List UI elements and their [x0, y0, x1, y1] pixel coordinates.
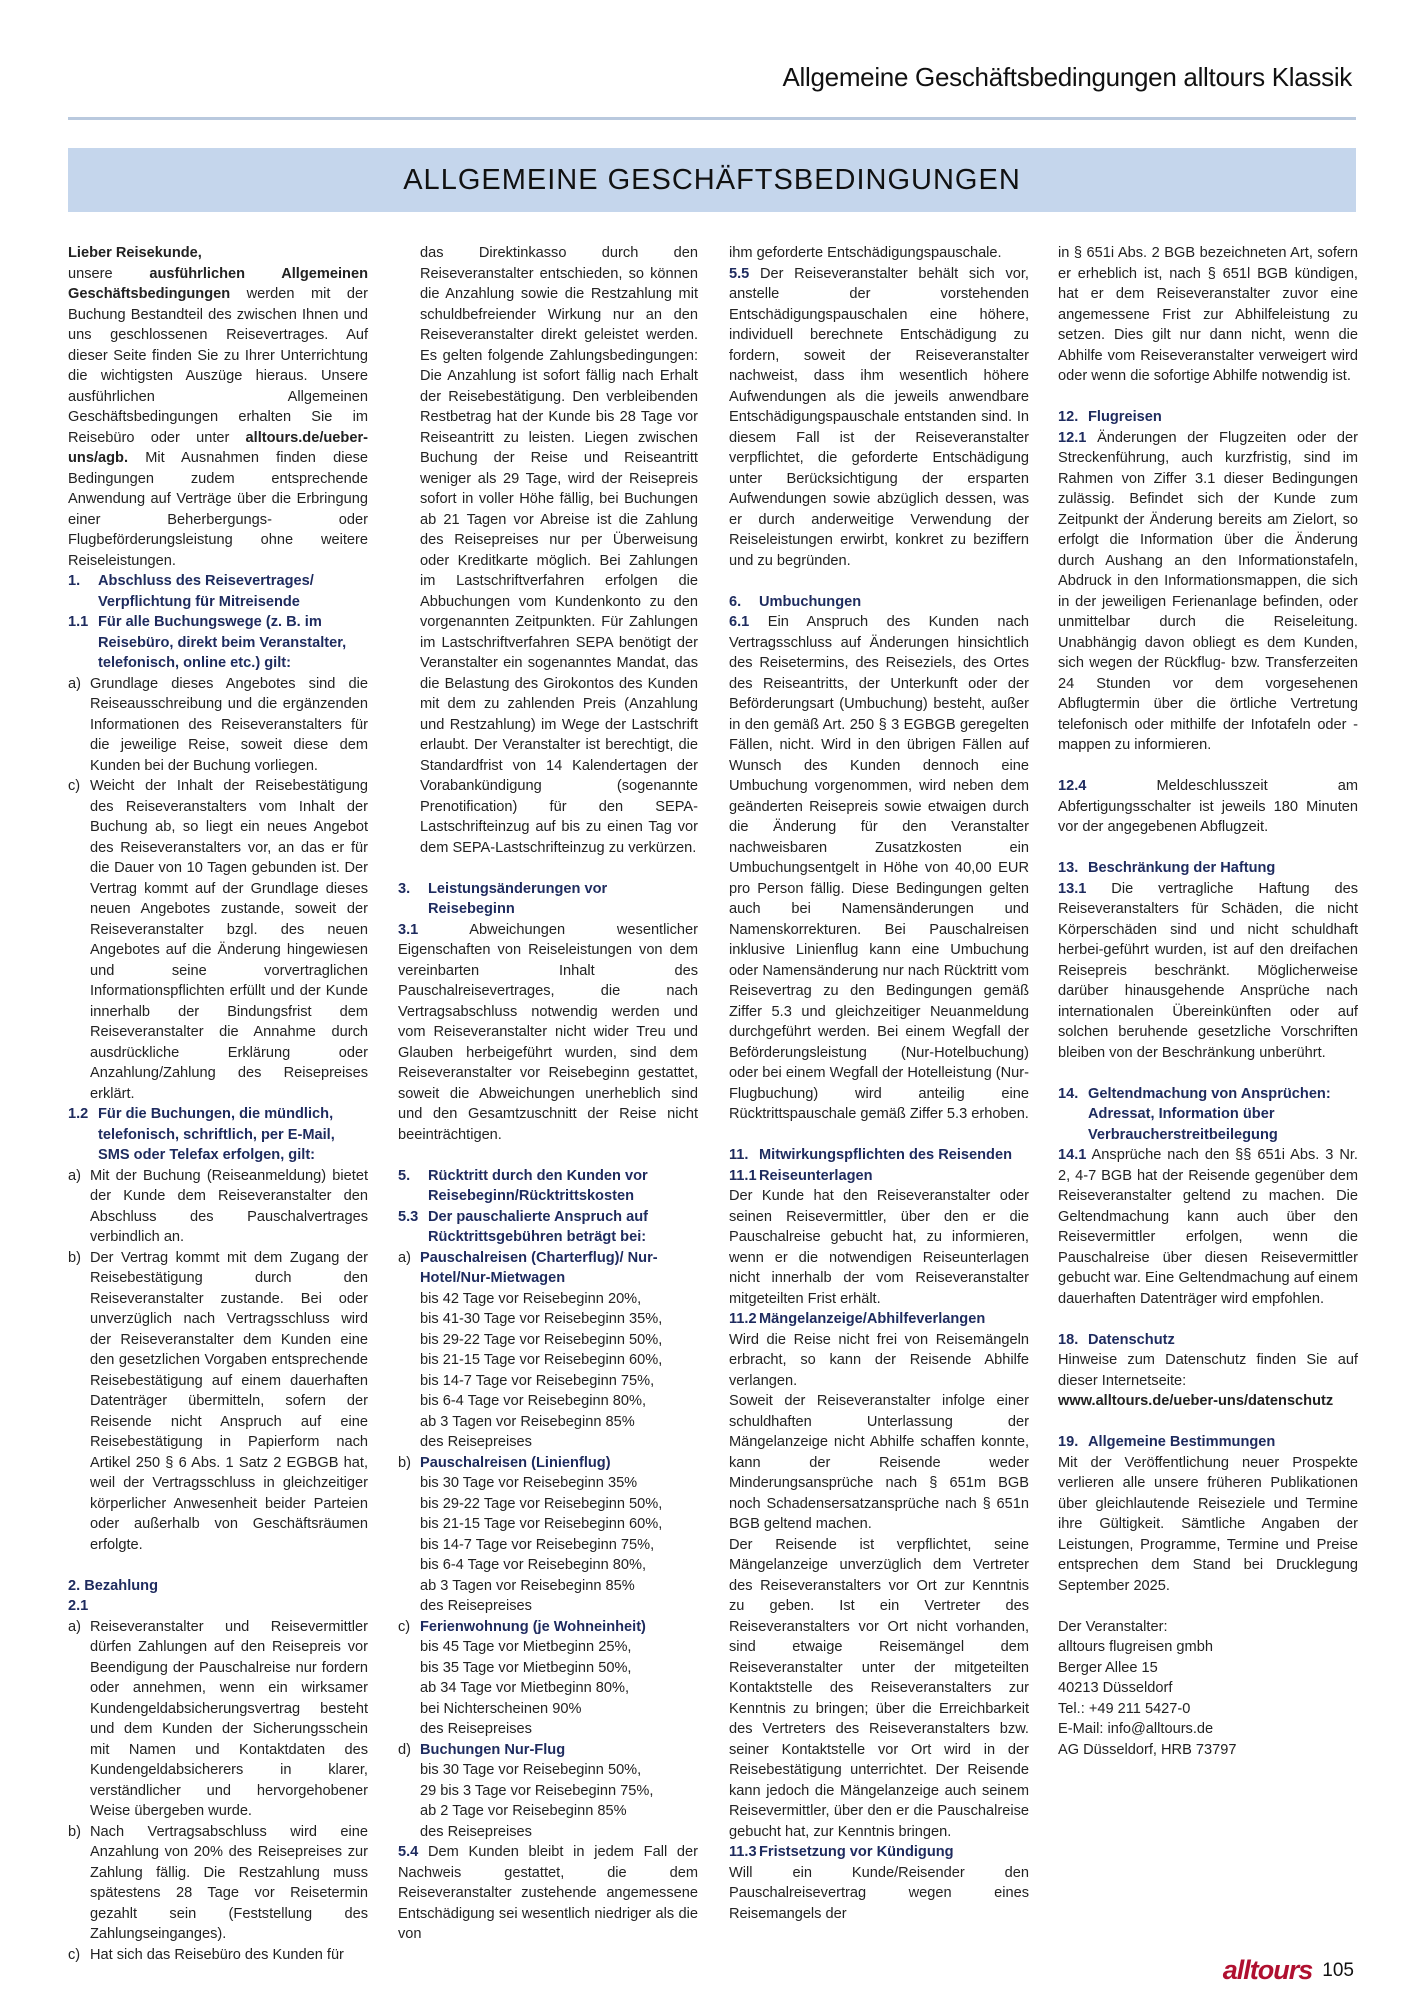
body-text: Dem Kunden bleibt in jedem Fall der Nachweis gestattet, die dem Reiseveranstalter zustehende angemessene Entschädigung sei wesentlich niedriger als die von	[398, 1844, 698, 1942]
body-text: Wird die Reise nicht frei von Reisemängeln erbracht, so kann der Reisende Abhilfe verlangen.	[729, 1331, 1029, 1389]
list-item-body	[420, 1248, 698, 1453]
list-marker: c)	[398, 1618, 411, 1635]
text-column-3	[729, 243, 1029, 1924]
section-number: 1.1	[68, 614, 89, 630]
section-heading	[729, 1166, 1029, 1187]
body-text: Hat sich das Reisebüro des Kunden für	[90, 1946, 344, 1963]
section-title: Mängelanzeige/Abhilfeverlangen	[759, 1311, 986, 1327]
list-item	[398, 1740, 698, 1843]
list-item-body	[420, 243, 698, 858]
body-text: Grundlage dieses Angebotes sind die Reiseausschreibung und die ergänzenden Informationen des Reiseveranstalters für die jeweilige Reise, soweit diese dem Kunden bei der Buchung vorliegen.	[90, 675, 368, 774]
body-text: Ansprüche nach den §§ 651i Abs. 3 Nr. 2, 4-7 BGB hat der Reisende gegenüber dem Reiseveranstalter geltend zu machen. Die Geltendmachung kann auch über den Reisevermittler erfolgen, wenn die Pauschalreise über diesen Reisevermittler gebucht war. Eine Geltendmachung auf einem dauerhaften Datenträger wird empfohlen.	[1058, 1147, 1358, 1307]
emphasis-text: 3.1	[398, 921, 419, 938]
section-number: 19.	[1058, 1434, 1079, 1450]
list-marker: a)	[398, 1249, 411, 1266]
address-line: 40213 Düsseldorf	[1058, 1680, 1173, 1696]
fee-line: bis 30 Tage vor Reisebeginn 50%,	[420, 1762, 642, 1778]
section-heading	[68, 612, 368, 674]
paragraph	[1058, 1391, 1358, 1412]
fee-line: bis 30 Tage vor Reisebeginn 35%	[420, 1475, 638, 1491]
banner-title: ALLGEMEINE GESCHÄFTSBEDINGUNGEN	[403, 163, 1021, 196]
paragraph	[729, 1535, 1029, 1843]
list-marker: d)	[398, 1741, 411, 1758]
section-title: Leistungsänderungen vor Reisebeginn	[428, 880, 608, 917]
list-marker: b)	[68, 1823, 81, 1840]
fee-line: bei Nichterscheinen 90%	[420, 1700, 582, 1717]
paragraph	[68, 1596, 368, 1617]
paragraph	[729, 612, 1029, 1125]
section-title: Beschränkung der Haftung	[1088, 860, 1276, 876]
address-line: AG Düsseldorf, HRB 73797	[1058, 1741, 1237, 1758]
section-title: Mitwirkungspflichten des Reisenden	[759, 1147, 1012, 1163]
spacer	[1058, 1412, 1358, 1433]
address-line: alltours flugreisen gmbh	[1058, 1639, 1213, 1655]
list-item-body	[90, 1166, 368, 1248]
page-header-title: Allgemeine Geschäftsbedingungen alltours Klassik	[782, 62, 1352, 92]
list-marker: a)	[68, 675, 81, 692]
list-marker	[398, 243, 420, 858]
paragraph	[1058, 243, 1358, 387]
list-item	[68, 1822, 368, 1945]
paragraph	[729, 264, 1029, 572]
section-number: 13.	[1058, 860, 1079, 876]
fee-line: des Reisepreises	[420, 1823, 532, 1840]
body-text: Der Vertrag kommt mit dem Zugang der Reisebestätigung durch den Reiseveranstalter zustande. Bei oder unverzüglich nach Vertragsschluss wird der Reiseveranstalter dem Kunden eine den gesetzlichen Vorgaben entsprechende Reisebestätigung auf einem dauerhaften Datenträger übermitteln, sofern der Reisende nicht Anspruch auf eine Reisebestätigung in Papierform nach Artikel 250 § 6 Abs. 1 Satz 2 EGBGB hat, weil der Vertragsschluss in gleichzeitiger körperlicher Anwesenheit beider Parteien oder außerhalb von Geschäftsräumen erfolgte.	[90, 1249, 368, 1553]
paragraph	[729, 1186, 1029, 1309]
list-item	[398, 1617, 698, 1740]
fee-line: ab 2 Tage vor Reisebeginn 85%	[420, 1803, 627, 1819]
section-number: 12.	[1058, 409, 1079, 425]
fee-line: des Reisepreises	[420, 1721, 532, 1737]
section-heading	[398, 1166, 698, 1207]
section-number: 11.	[729, 1147, 749, 1163]
fee-line: ab 3 Tagen vor Reisebeginn 85%	[420, 1413, 635, 1430]
spacer	[68, 1555, 368, 1576]
list-item	[68, 1617, 368, 1822]
section-title: Umbuchungen	[759, 593, 862, 610]
list-marker: b)	[398, 1454, 411, 1471]
list-item-body	[90, 1945, 368, 1966]
fee-line: des Reisepreises	[420, 1598, 532, 1614]
body-text: Meldeschlusszeit am Abfertigungsschalter ist jeweils 180 Minuten vor der angegebenen Abflugzeit.	[1058, 778, 1358, 835]
body-text: Reiseveranstalter und Reisevermittler dürfen Zahlungen auf den Reisepreis vor Beendigung der Pauschalreise nur fordern oder annehmen, wenn ein wirksamer Kundengeldabsicherungsvertrag besteht und dem Kunden der Sicherungsschein mit Namen und Kontaktdaten des Kundengeldabsicherers in klarer, verständlicher und hervorgehobener Weise übergeben wurde.	[90, 1618, 368, 1819]
paragraph	[1058, 1350, 1358, 1391]
fee-line: ab 3 Tagen vor Reisebeginn 85%	[420, 1577, 635, 1594]
paragraph	[68, 243, 368, 264]
list-item	[68, 776, 368, 1104]
body-text: Will ein Kunde/Reisender den Pauschalreisevertrag wegen eines Reisemangels der	[729, 1864, 1029, 1922]
section-title: Fristsetzung vor Kündigung	[759, 1844, 954, 1860]
body-text: unsere	[68, 265, 150, 282]
list-item-body	[90, 1617, 368, 1822]
body-text: Soweit der Reiseveranstalter infolge einer schuldhaften Unterlassung der Mängelanzeige nicht Abhilfe schaffen konnte, kann der Reisende weder Minderungsansprüche nach § 651m BGB noch Schadensersatzansprüche nach § 651n BGB geltend machen.	[729, 1393, 1029, 1532]
paragraph	[729, 1863, 1029, 1925]
list-marker: c)	[68, 778, 81, 794]
emphasis-text: 14.1	[1058, 1147, 1087, 1163]
list-marker: b)	[68, 1249, 81, 1266]
list-item-body	[420, 1617, 698, 1740]
list-marker: a)	[68, 1618, 81, 1635]
body-text: Weicht der Inhalt der Reisebestätigung des Reiseveranstalters vom Inhalt der Buchung ab, so liegt ein neues Angebot des Reiseveranstalters vor, an das er für die Dauer von 10 Tagen gebunden ist. Der Vertrag kommt auf der Grundlage dieses neuen Angebotes zustande, soweit der Reiseveranstalter bzgl. des neuen Angebotes auf die Änderung hingewiesen und seine vorvertraglichen Informationspflichten erfüllt und der Kunde innerhalb der Bindungsfrist dem Reiseveranstalter die Annahme durch ausdrückliche Erklärung oder Anzahlung/Zahlung des Reisepreises erklärt.	[90, 778, 368, 1102]
paragraph	[68, 1576, 368, 1597]
spacer	[1058, 387, 1358, 408]
section-number: 5.3	[398, 1208, 419, 1225]
section-number: 11.2	[729, 1311, 757, 1327]
emphasis-text: 2.1	[68, 1598, 89, 1614]
fee-line: bis 45 Tage vor Mietbeginn 25%,	[420, 1639, 632, 1655]
emphasis-text: 2. Bezahlung	[68, 1577, 159, 1594]
body-text: Mit der Buchung (Reiseanmeldung) bietet der Kunde dem Reiseveranstalter den Abschluss des Pauschalvertrages verbindlich an.	[90, 1167, 368, 1245]
spacer	[398, 1145, 698, 1166]
body-text: Ein Anspruch des Kunden nach Vertragsschluss auf Änderungen hinsichtlich des Reisetermins, des Reiseziels, des Ortes des Reiseantritts, der Unterkunft oder der Beförderungsart (Umbuchung) besteht, außer in den gemäß Art. 250 § 3 EGBGB geregelten Fällen, nicht. Wird in den übrigen Fällen auf Wunsch des Kunden dennoch eine Umbuchung vorgenommen, wird neben dem geänderten Reisepreis sowie etwaigen durch die Änderung für den Veranstalter nachweisbaren Zusatzkosten ein Umbuchungsentgelt in Höhe von 40,00 EUR pro Person fällig. Diese Bedingungen gelten auch bei Namensänderungen und Namenskorrekturen. Bei Pauschalreisen inklusive Linienflug kann eine Umbuchung oder Namensänderung nur nach Rücktritt vom Reisevertrag zu den Bedingungen gemäß Ziffer 5.3 und gleichzeitiger Neuanmeldung durchgeführt werden. Bei einem Wegfall der Beförderungsleistung (Nur-Hotelbuchung) oder bei einem Wegfall der Hotelleistung (Nur-Flugbuchung) wird anteilig eine Rücktrittspauschale gemäß Ziffer 5.3 erhoben.	[729, 614, 1029, 1122]
section-heading	[729, 1145, 1029, 1166]
text-column-1	[68, 243, 368, 1965]
fee-line: bis 41-30 Tage vor Reisebeginn 35%,	[420, 1311, 663, 1327]
body-text: Hinweise zum Datenschutz finden Sie auf dieser Internetseite:	[1058, 1352, 1358, 1389]
list-item	[398, 1453, 698, 1617]
fee-line: bis 6-4 Tage vor Reisebeginn 80%,	[420, 1393, 647, 1409]
page-footer	[1223, 1955, 1354, 1986]
page-number: 105	[1322, 1959, 1354, 1981]
address-line: E-Mail: info@alltours.de	[1058, 1721, 1214, 1737]
text-column-4	[1058, 243, 1358, 1760]
body-text: Änderungen der Flugzeiten oder der Streckenführung, auch kurzfristig, sind im Rahmen von Ziffer 3.1 dieser Bedingungen zulässig. Befindet sich der Kunde zum Zeitpunkt der Änderung bereits am Zielort, so erfolgt die Information über die Änderung durch Aushang an den Informationstafeln, Abdruck in den Informationsmappen, die sich in der jeweiligen Ferienanlage befinden, oder unmittelbar durch die Reiseleitung. Unabhängig davon obliegt es dem Kunden, sich wegen der Rückflug- bzw. Transferzeiten 24 Stunden vor dem vorgesehenen Abflugtermin über die örtliche Vertretung telefonisch oder mithilfe der Infotafeln oder -mappen zu informieren.	[1058, 429, 1358, 753]
section-heading	[398, 879, 698, 920]
section-heading	[68, 1104, 368, 1166]
body-text: Die vertragliche Haftung des Reiseveranstalters für Schäden, die nicht Körperschäden sind und nicht schuldhaft herbei-geführt wurden, ist auf den dreifachen Reisepreis beschränkt. Möglicherweise darüber hinausgehende Ansprüche nach internationalen Übereinkünften oder auf solchen beruhende gesetzliche Vorschriften bleiben von der Beschränkung unberührt.	[1058, 880, 1358, 1061]
section-title: Der pauschalierte Anspruch auf Rücktrittsgebühren beträgt bei:	[428, 1208, 649, 1245]
section-heading	[68, 571, 368, 612]
spacer	[1058, 1309, 1358, 1330]
spacer	[729, 571, 1029, 592]
emphasis-text: 5.5	[729, 265, 750, 282]
body-text: Mit Ausnahmen finden diese Bedingungen zudem entsprechende Anwendung auf Verträge über die Erbringung einer Beherbergungs- oder Flugbeförderungsleistung ohne weitere Reiseleistungen.	[68, 450, 368, 569]
address-line: Der Veranstalter:	[1058, 1618, 1168, 1635]
section-number: 11.3	[729, 1844, 757, 1860]
paragraph	[1058, 776, 1358, 838]
spacer	[729, 1125, 1029, 1146]
list-item	[398, 243, 698, 858]
list-item	[68, 674, 368, 777]
alltours-logo: alltours	[1222, 1955, 1313, 1985]
emphasis-text: alltours.de/ueber-uns/agb.	[68, 429, 368, 466]
section-number: 5.	[398, 1167, 411, 1184]
section-heading	[398, 1207, 698, 1248]
paragraph	[729, 1330, 1029, 1392]
list-item-body	[420, 1453, 698, 1617]
list-item-body	[90, 1248, 368, 1556]
body-text: Der Kunde hat den Reiseveranstalter oder seinen Reisevermittler, über den er die Pauschalreise gebucht hat, zu informieren, wenn er die notwendigen Reiseunterlagen nicht innerhalb der vom Reiseveranstalter mitgeteilten Frist erhält.	[729, 1188, 1029, 1307]
list-marker: a)	[68, 1167, 81, 1184]
section-heading	[1058, 1084, 1358, 1146]
list-item	[398, 1248, 698, 1453]
paragraph	[398, 1842, 698, 1945]
section-number: 18.	[1058, 1331, 1079, 1348]
spacer	[1058, 1596, 1358, 1617]
list-item-title: Buchungen Nur-Flug	[420, 1741, 566, 1758]
body-text: das Direktinkasso durch den Reiseveranstalter entschieden, so können die Anzahlung sowie die Restzahlung mit schuldbefreiender Wirkung nur an den Reiseveranstalter direkt geleistet werden. Es gelten folgende Zahlungsbedingungen: Die Anzahlung ist sofort fällig nach Erhalt der Reisebestätigung. Den verbleibenden Restbetrag hat der Kunde bis 28 Tage vor Reiseantritt zu leisten. Liegen zwischen Buchung der Reise und Reiseantritt weniger als 29 Tage, wird der Reisepreis sofort in voller Höhe fällig, bei Buchungen ab 21 Tagen vor Abreise ist die Zahlung des Reisepreises nur per Überweisung oder Kreditkarte möglich. Bei Zahlungen im Lastschriftverfahren erfolgen die Abbuchungen vom Kundenkonto zu den vorgenannten Zeitpunkten. Für Zahlungen im Lastschriftverfahren SEPA benötigt der Veranstalter ein sogenanntes Mandat, das die Belastung des Girokontos des Kunden mit dem zu zahlenden Preis (Anzahlung und Restzahlung) im Wege der Lastschrift erlaubt. Der Veranstalter ist berechtigt, die Standardfrist von 14 Kalendertagen der Vorabankündigung (sogenannte Prenotification) für den SEPA-Lastschrifteinzug auf bis zu einen Tag vor dem SEPA-Lastschrifteinzug zu verkürzen.	[420, 245, 698, 856]
paragraph	[68, 264, 368, 572]
emphasis-text: 5.4	[398, 1844, 419, 1860]
section-number: 1.	[68, 573, 81, 589]
fee-line: des Reisepreises	[420, 1434, 532, 1450]
spacer	[398, 858, 698, 879]
list-item-title: Pauschalreisen (Linienflug)	[420, 1454, 611, 1471]
paragraph	[1058, 1453, 1358, 1597]
fee-line: bis 21-15 Tage vor Reisebeginn 60%,	[420, 1352, 663, 1368]
section-title: Geltendmachung von Ansprüchen: Adressat, Information über Verbraucherstreitbeilegung	[1088, 1085, 1331, 1143]
list-item	[68, 1945, 368, 1966]
paragraph	[729, 1391, 1029, 1535]
paragraph	[1058, 428, 1358, 756]
paragraph	[729, 243, 1029, 264]
emphasis-text: ausführlichen Allgemeinen Geschäftsbedingungen	[68, 265, 368, 302]
fee-line: bis 14-7 Tage vor Reisebeginn 75%,	[420, 1372, 655, 1389]
list-item-body	[90, 674, 368, 777]
body-text: ihm geforderte Entschädigungspauschale.	[729, 245, 1002, 261]
section-title: Flugreisen	[1088, 409, 1162, 425]
fee-line: bis 14-7 Tage vor Reisebeginn 75%,	[420, 1536, 655, 1553]
header-divider	[68, 117, 1356, 120]
section-title: Abschluss des Reisevertrages/ Verpflichtung für Mitreisende	[98, 573, 314, 610]
paragraph	[1058, 1145, 1358, 1309]
address-block	[1058, 1617, 1358, 1761]
body-text: Der Reisende ist verpflichtet, seine Mängelanzeige unverzüglich dem Vertreter des Reiseveranstalters vor Ort zur Kenntnis zu geben. Ist ein Vertreter des Reiseveranstalters vor Ort nicht vorhanden, sind etwaige Reisemängel dem Reiseveranstalter unter der mitgeteilten Kontaktstelle des Reiseveranstalters zur Kenntnis zu bringen; über die Erreichbarkeit des Vertreters des Reiseveranstalters bzw. seiner Kontaktstelle vor Ort wird in der Reisebestätigung unterrichtet. Der Reisende kann jedoch die Mängelanzeige auch seinem Reisevermittler, über den er die Pauschalreise gebucht hat, zur Kenntnis bringen.	[729, 1536, 1029, 1840]
section-heading	[729, 1309, 1029, 1330]
section-heading	[729, 1842, 1029, 1863]
emphasis-text: 6.1	[729, 614, 750, 630]
spacer	[1058, 1063, 1358, 1084]
list-item	[68, 1166, 368, 1248]
body-text: Der Reiseveranstalter behält sich vor, anstelle der vorstehenden Entschädigungspauschalen eine höhere, individuell berechnete Entschädigung zu fordern, soweit der Reiseveranstalter nachweist, dass ihm wesentlich höhere Aufwendungen als die jeweils anwendbare Entschädigungspauschale entstanden sind. In diesem Fall ist der Reiseveranstalter verpflichtet, die geforderte Entschädigung unter Berücksichtigung der ersparten Aufwendungen sowie abzüglich dessen, was er durch anderweitige Verwendung der Reiseleistungen erwirbt, konkret zu beziffern und zu begründen.	[729, 265, 1029, 569]
list-item-title: Pauschalreisen (Charterflug)/ Nur-Hotel/Nur-Mietwagen	[420, 1249, 658, 1286]
fee-line: bis 6-4 Tage vor Reisebeginn 80%,	[420, 1557, 647, 1573]
emphasis-text: www.alltours.de/ueber-uns/datenschutz	[1058, 1393, 1334, 1409]
list-item-body	[90, 1822, 368, 1945]
section-title: Allgemeine Bestimmungen	[1088, 1434, 1276, 1450]
body-text: Abweichungen wesentlicher Eigenschaften von Reiseleistungen von dem vereinbarten Inhalt des Pauschalreisevertrages, die nach Vertragsabschluss notwendig werden und vom Reiseveranstalter nicht wider Treu und Glauben herbeigeführt wurden, sind dem Reiseveranstalter vor Reisebeginn gestattet, soweit die Abweichungen unerheblich sind und den Gesamtzuschnitt der Reise nicht beeinträchtigen.	[398, 921, 698, 1143]
list-item	[68, 1248, 368, 1556]
text-column-2	[398, 243, 698, 1945]
section-heading	[1058, 858, 1358, 879]
emphasis-text: 12.1	[1058, 429, 1087, 446]
fee-line: bis 42 Tage vor Reisebeginn 20%,	[420, 1290, 642, 1307]
section-title: Für alle Buchungswege (z. B. im Reisebüro, direkt beim Veranstalter, telefonisch, online etc.) gilt:	[98, 614, 347, 671]
list-marker: c)	[68, 1946, 81, 1963]
spacer	[1058, 838, 1358, 859]
section-heading	[1058, 1432, 1358, 1453]
section-title: Rücktritt durch den Kunden vor Reisebeginn/Rücktrittskosten	[428, 1167, 648, 1204]
body-text: Mit der Veröffentlichung neuer Prospekte verlieren alle unsere früheren Publikationen über gleichlautende Reiseziele und Termine ihre Gültigkeit. Sämtliche Angaben der Leistungen, Programme, Termine und Preise entsprechen dem Stand bei Drucklegung September 2025.	[1058, 1454, 1358, 1594]
section-title: Datenschutz	[1088, 1331, 1175, 1348]
paragraph	[1058, 879, 1358, 1064]
body-text: Nach Vertragsabschluss wird eine Anzahlung von 20% des Reisepreises zur Zahlung fällig. Die Restzahlung muss spätestens 28 Tage vor Reisetermin gezahlt sein (Feststellung des Zahlungseinganges).	[90, 1823, 368, 1942]
fee-line: bis 21-15 Tage vor Reisebeginn 60%,	[420, 1516, 663, 1532]
section-heading	[1058, 407, 1358, 428]
list-item-body	[90, 776, 368, 1104]
section-title: Für die Buchungen, die mündlich, telefonisch, schriftlich, per E-Mail, SMS oder Telefax erfolgen, gilt:	[98, 1106, 335, 1163]
body-text: werden mit der Buchung Bestandteil des zwischen Ihnen und uns geschlossenen Reisevertrages. Auf dieser Seite finden Sie zu Ihrer Unterrichtung die wichtigsten Auszüge hieraus. Unsere ausführlichen Allgemeinen Geschäftsbedingungen erhalten Sie im Reisebüro oder unter	[68, 286, 368, 446]
fee-line: bis 29-22 Tage vor Reisebeginn 50%,	[420, 1495, 663, 1512]
fee-line: ab 34 Tage vor Mietbeginn 80%,	[420, 1680, 630, 1696]
section-number: 11.1	[729, 1167, 757, 1184]
section-number: 3.	[398, 880, 411, 897]
fee-line: bis 35 Tage vor Mietbeginn 50%,	[420, 1659, 632, 1676]
paragraph	[398, 920, 698, 1146]
fee-line: bis 29-22 Tage vor Reisebeginn 50%,	[420, 1331, 663, 1348]
emphasis-text: 13.1	[1058, 880, 1087, 897]
section-number: 14.	[1058, 1085, 1079, 1102]
section-heading	[729, 592, 1029, 613]
section-title: Reiseunterlagen	[759, 1167, 873, 1184]
emphasis-text: Lieber Reisekunde,	[68, 245, 202, 261]
section-number: 6.	[729, 593, 742, 610]
fee-line: 29 bis 3 Tage vor Reisebeginn 75%,	[420, 1782, 654, 1799]
address-line: Berger Allee 15	[1058, 1659, 1158, 1676]
spacer	[1058, 756, 1358, 777]
body-text: in § 651i Abs. 2 BGB bezeichneten Art, sofern er erheblich ist, nach § 651l BGB kündigen, hat er dem Reiseveranstalter zuvor eine angemessene Frist zur Abhilfeleistung zu setzen. Dies gilt nur dann nicht, wenn die Abhilfe vom Reiseveranstalter verweigert wird oder wenn die sofortige Abhilfe notwendig ist.	[1058, 245, 1358, 384]
emphasis-text: 12.4	[1058, 778, 1087, 794]
section-banner	[68, 148, 1356, 212]
list-item-title: Ferienwohnung (je Wohneinheit)	[420, 1618, 646, 1635]
list-item-body	[420, 1740, 698, 1843]
section-heading	[1058, 1330, 1358, 1351]
section-number: 1.2	[68, 1106, 89, 1122]
address-line: Tel.: +49 211 5427-0	[1058, 1700, 1191, 1717]
